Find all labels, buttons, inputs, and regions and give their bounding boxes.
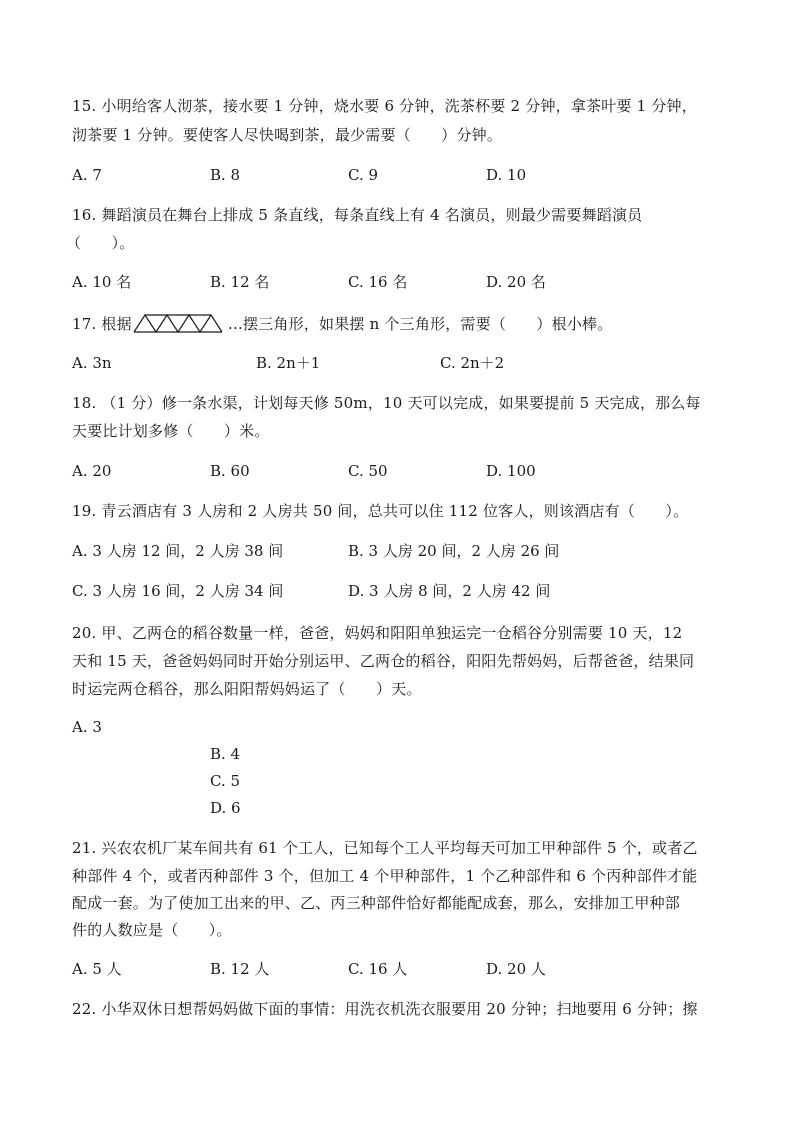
q21-line-1: 21. 兴农农机厂某车间共有 61 个工人，已知每个工人平均每天可加工甲种部件 5 个，或者乙 — [72, 839, 698, 857]
q17-option-c: C. 2n＋2 — [440, 354, 505, 372]
q21-option-a: A. 5 人 — [72, 960, 122, 978]
q19-option-a: A. 3 人房 12 间，2 人房 38 间 — [72, 542, 284, 560]
q16-option-d: D. 20 名 — [486, 273, 546, 291]
q17-option-b: B. 2n＋1 — [256, 354, 321, 372]
q18-option-b: B. 60 — [210, 462, 250, 480]
q21-line-3: 配成一套。为了使加工出来的甲、乙、丙三种部件恰好都能配成套，那么，安排加工甲种部 — [72, 894, 681, 912]
q18-option-a: A. 20 — [72, 462, 112, 480]
q15-option-d: D. 10 — [486, 166, 527, 184]
q21-option-b: B. 12 人 — [210, 960, 270, 978]
q16-option-c: C. 16 名 — [348, 273, 408, 291]
q18-line-2: 天要比计划多修（ ）米。 — [72, 422, 270, 440]
q15-option-c: C. 9 — [348, 166, 379, 184]
q21-option-d: D. 20 人 — [486, 960, 546, 978]
q17-suffix: …摆三角形，如果摆 n 个三角形，需要（ ）根小棒。 — [227, 315, 613, 333]
q17-line-1 — [72, 313, 722, 334]
q22-line-1: 22. 小华双休日想帮妈妈做下面的事情：用洗衣机洗衣服要用 20 分钟；扫地要用 6 分钟；擦 — [72, 1000, 698, 1018]
q17-option-a: A. 3n — [72, 354, 112, 372]
q18-option-d: D. 100 — [486, 462, 536, 480]
q20-option-d: D. 6 — [210, 799, 241, 817]
q21-line-2: 种部件 4 个，或者丙种部件 3 个，但加工 4 个甲种部件，1 个乙种部件和 6 个丙种部件才能 — [72, 867, 698, 885]
q15-option-a: A. 7 — [72, 166, 102, 184]
q15-option-b: B. 8 — [210, 166, 241, 184]
q17-prefix: 17. 根据 — [72, 315, 132, 333]
q20-option-c: C. 5 — [210, 772, 241, 790]
q19-option-b: B. 3 人房 20 间，2 人房 26 间 — [348, 542, 560, 560]
q20-line-1: 20. 甲、乙两仓的稻谷数量一样，爸爸，妈妈和阳阳单独运完一仓稻谷分别需要 10 天，12 — [72, 624, 683, 642]
q19-option-d: D. 3 人房 8 间，2 人房 42 间 — [348, 582, 551, 600]
q20-line-2: 天和 15 天，爸爸妈妈同时开始分别运甲、乙两仓的稻谷，阳阳先帮妈妈，后帮爸爸，结果同 — [72, 652, 695, 670]
q15-line-2: 沏茶要 1 分钟。要使客人尽快喝到茶，最少需要（ ）分钟。 — [72, 126, 503, 144]
q16-line-1: 16. 舞蹈演员在舞台上排成 5 条直线，每条直线上有 4 名演员，则最少需要舞蹈演员 — [72, 206, 643, 224]
q16-option-a: A. 10 名 — [72, 273, 132, 291]
q20-line-3: 时运完两仓稻谷，那么阳阳帮妈妈运了（ ）天。 — [72, 680, 422, 698]
q15-line-1: 15. 小明给客人沏茶，接水要 1 分钟，烧水要 6 分钟，洗茶杯要 2 分钟，拿茶叶要 1 分钟， — [72, 97, 697, 115]
q18-line-1: 18. （1 分）修一条水渠，计划每天修 50m，10 天可以完成，如果要提前 5 天完成，那么每 — [72, 394, 701, 412]
q16-line-2: （ ）。 — [66, 234, 135, 252]
q19-line-1: 19. 青云酒店有 3 人房和 2 人房共 50 间，总共可以住 112 位客人，则该酒店有（ ）。 — [72, 502, 689, 520]
q20-option-a: A. 3 — [72, 718, 102, 736]
q20-option-b: B. 4 — [210, 745, 241, 763]
q18-option-c: C. 50 — [348, 462, 388, 480]
triangle-sticks-figure — [133, 313, 227, 333]
q21-option-c: C. 16 人 — [348, 960, 408, 978]
q19-option-c: C. 3 人房 16 间，2 人房 34 间 — [72, 582, 284, 600]
q21-line-4: 件的人数应是（ ）。 — [72, 921, 232, 939]
q16-option-b: B. 12 名 — [210, 273, 270, 291]
